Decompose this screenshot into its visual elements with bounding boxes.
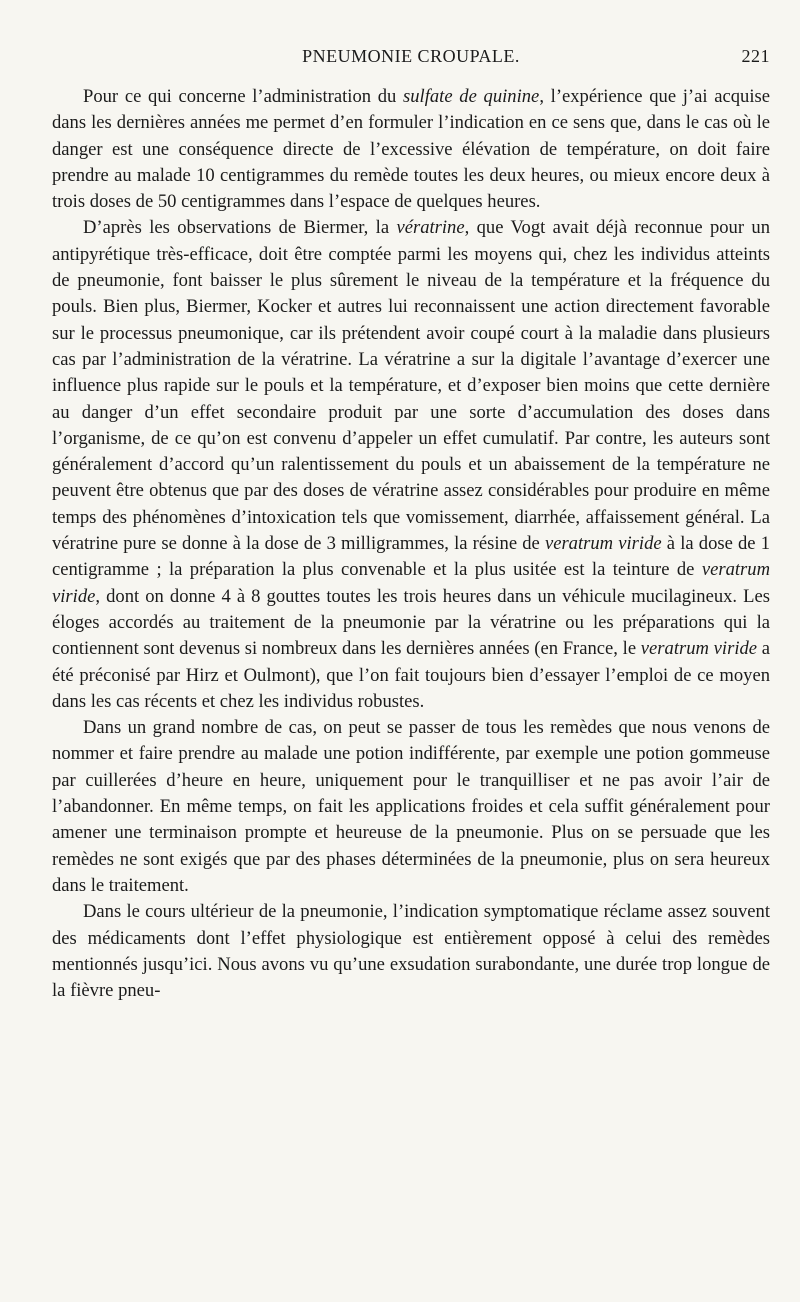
page-header	[52, 46, 770, 72]
paragraph	[52, 84, 770, 215]
italic-term: veratrum viride	[52, 559, 770, 607]
body-text	[52, 84, 770, 1004]
text-run: , dont on donne 4 à 8 gouttes toutes les trois heures dans un véhicule mucilagineux. Les éloges accordés au traitement de la pneumonie par la vératrine ou les préparations qui la contiennent sont devenus si nombreux dans les dernières années (en France, le	[52, 585, 770, 660]
text-run: , que Vogt avait déjà reconnue pour un antipyrétique très-efficace, doit être comptée parmi les moyens qui, chez les individus atteints de pneumonie, font baisser le plus sûrement le niveau de la température et la fréquence du pouls. Bien plus, Biermer, Kocker et autres lui reconnaissent une action directement favorable sur le processus pneumonique, car ils prétendent avoir coupé court à la maladie dans plusieurs cas par l’administration de la vératrine. La vératrine a sur la digitale l’avantage d’exercer une influence plus rapide sur le pouls et la température, et d’exposer bien moins que cette dernière au danger d’un effet secondaire produit par une sorte d’accumulation des doses dans l’organisme, de ce qu’on est convenu d’appeler un effet cumulatif. Par contre, les auteurs sont généralement d’accord qu’un ralentissement du pouls et un abaissement de la température ne peuvent être obtenus que par des doses de vératrine assez considérables pour produire en même temps des phénomènes d’intoxication tels que vomissement, diarrhée, affaissement général. La vératrine pure se donne à la dose de 3 milligrammes, la résine de	[52, 217, 770, 555]
italic-term: veratrum viride	[544, 533, 662, 555]
running-title: PNEUMONIE CROUPALE.	[302, 46, 520, 66]
text-run: , l’expérience que j’ai acquise dans les dernières années me permet d’en formuler l’indication en ce sens que, dans le cas où le danger est une conséquence directe de l’excessive élévation de température, on doit faire prendre au malade 10 centigrammes du remède toutes les deux heures, ou mieux encore deux à trois doses de 50 centigrammes dans l’espace de quelques heures.	[52, 86, 770, 213]
text-run: Pour ce qui concerne l’administration du	[83, 86, 404, 107]
paragraph	[52, 215, 770, 715]
text-run: a été préconisé par Hirz et Oulmont), que l’on fait toujours bien d’essayer l’emploi de ce moyen dans les cas récents et chez les individus robustes.	[52, 638, 771, 712]
paragraph	[52, 899, 770, 1004]
italic-term: veratrum viride	[640, 638, 758, 660]
paragraph	[52, 715, 770, 899]
italic-term: vératrine	[396, 217, 465, 239]
text-run: à la dose de 1 centigramme ; la préparation la plus convenable et la plus usitée est la teinture de	[52, 533, 771, 581]
text-run: Dans un grand nombre de cas, on peut se passer de tous les remèdes que nous venons de nommer et faire prendre au malade une potion indifférente, par exemple une potion gommeuse par cuillerées d’heure en heure, uniquement pour le tranquilliser et ne pas avoir l’air de l’abandonner. En même temps, on fait les applications froides et cela suffit généralement pour amener une terminaison prompte et heureuse de la pneumonie. Plus on se persuade que les remèdes ne sont exigés que par des phases déterminées de la pneumonie, plus on sera heureux dans le traitement.	[52, 717, 770, 896]
text-run: Dans le cours ultérieur de la pneumonie, l’indication symptomatique réclame assez souvent des médicaments dont l’effet physiologique est entièrement opposé à celui des remèdes mentionnés jusqu’ici. Nous avons vu qu’une exsudation surabondante, une durée trop longue de la fièvre pneu-	[52, 901, 770, 1002]
text-run: D’après les observations de Biermer, la	[83, 217, 397, 239]
page-number: 221	[741, 46, 770, 66]
italic-term: sulfate de quinine	[403, 86, 540, 107]
